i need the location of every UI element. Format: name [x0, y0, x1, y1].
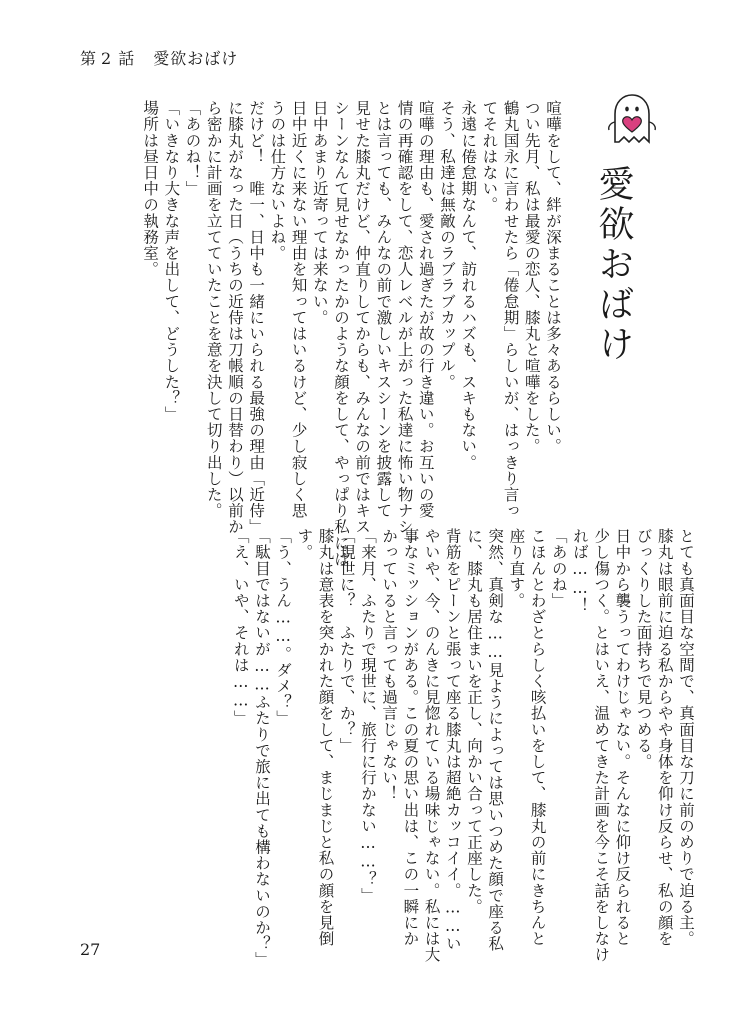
- text-line: 「え、いや、それは……」: [231, 528, 250, 727]
- text-line: 「あのね！」: [183, 100, 202, 197]
- text-line: 膝丸は意表を突かれた顔をして、まじまじと私の顔を見倒: [316, 528, 335, 947]
- text-line: うのは仕方ないよね。: [268, 100, 287, 261]
- text-line: かっていると言っても過言じゃない！: [380, 528, 399, 802]
- text-line: 日中から襲うってわけじゃない。そんなに仰け反られると: [613, 528, 632, 947]
- text-line: 日中あまり近寄っては来ない。: [310, 100, 329, 326]
- text-line: 「来月、ふたりで現世に、旅行に行かない……？」: [358, 528, 377, 904]
- text-line: 喧嘩の理由も、愛され過ぎたが故の行き違い。お互いの愛: [416, 100, 435, 519]
- text-line: やいや、今、のんきに見惚れている場味じゃない。私には大: [422, 528, 441, 963]
- text-line: 事なミッションがある。この夏の思い出は、この一瞬にか: [401, 528, 420, 947]
- chapter-suffix: 話: [118, 49, 136, 68]
- text-line: 突然、真剣な……見ようによっては思いつめた顔で座る私: [486, 528, 505, 952]
- text-line: 座り直す。: [507, 528, 526, 609]
- text-line: 「う、うん……。ダメ？」: [274, 528, 293, 727]
- text-line: とても真面目な空間で、真面目な刀に前のめりで迫る主。: [677, 528, 695, 947]
- running-head: [80, 46, 238, 69]
- text-line: に、膝丸も居住まいを正し、向かい合って正座した。: [464, 528, 483, 915]
- text-line: 「駄目ではないが……ふたりで旅に出ても構わないのか？」: [252, 528, 271, 968]
- text-line: 「現世に？ ふたりで、か？」: [337, 528, 356, 754]
- text-line: シーンなんて見せなかったかのような顔をして、やっぱり私には: [331, 100, 350, 567]
- text-line: 「あのね」: [549, 528, 568, 609]
- text-line: 膝丸は眼前に迫る私からやや身体を仰け反らせ、私の顔を: [655, 528, 674, 947]
- text-line: 背筋をピーンと張って座る膝丸は超絶カッコイイ。……い: [443, 528, 462, 952]
- text-line: そう、私達は無敵のラブラブカップル。: [437, 100, 456, 390]
- text-line: れば……！: [570, 528, 589, 614]
- text-line: 鶴丸国永に言わせたら「倦怠期」らしいが、はっきり言っ: [501, 100, 520, 519]
- chapter-number: 2: [101, 49, 113, 68]
- text-line: びっくりした面持ちで見つめる。: [634, 528, 653, 770]
- running-head-title: 愛欲おばけ: [153, 49, 239, 68]
- text-line: 日中近くに来ない理由を知ってはいるけど、少し寂しく思: [289, 100, 308, 519]
- text-line: こほんとわざとらしく咳払いをして、膝丸の前にきちんと: [528, 528, 547, 947]
- chapter-prefix: 第: [80, 49, 98, 68]
- text-line: す。: [295, 528, 314, 561]
- text-line: に膝丸がなった日（うちの近侍は刀帳順の日替わり）以前か: [225, 100, 244, 535]
- text-line: ら密かに計画を立てていたことを意を決して切り出した。: [204, 100, 223, 519]
- chapter-title: 愛欲おばけ: [593, 165, 634, 365]
- text-line: 「いきなり大きな声を出して、どうした？」: [162, 100, 181, 422]
- text-line: とは言っても、みんなの前で激しいキスシーンを披露して: [374, 100, 393, 519]
- text-line: 情の再確認をして、恋人レベルが上がった私達に怖い物ナシ。: [395, 100, 414, 551]
- ghost-icon: [607, 92, 657, 148]
- text-line: 場所は昼日中の執務室。: [141, 100, 160, 278]
- page-number: 27: [80, 940, 101, 959]
- text-line: 喧嘩をして、絆が深まることは多々あるらしい。: [544, 100, 562, 455]
- text-line: だけど！ 唯一、日中も一緒にいられる最強の理由「近侍」: [247, 100, 266, 535]
- text-line: 見せた膝丸だけど、仲直りしてからも、みんなの前ではキス: [353, 100, 372, 535]
- text-line: てそれはない。: [480, 100, 499, 213]
- body-text-upper: [73, 100, 563, 567]
- text-line: 少し傷つく。とはいえ、温めてきた計画を今こそ話をしなけ: [592, 528, 611, 963]
- text-line: つい先月、私は最愛の恋人、膝丸と喧嘩をした。: [522, 100, 541, 455]
- text-line: 永遠に倦怠期なんて、訪れるハズも、スキもない。: [459, 100, 478, 471]
